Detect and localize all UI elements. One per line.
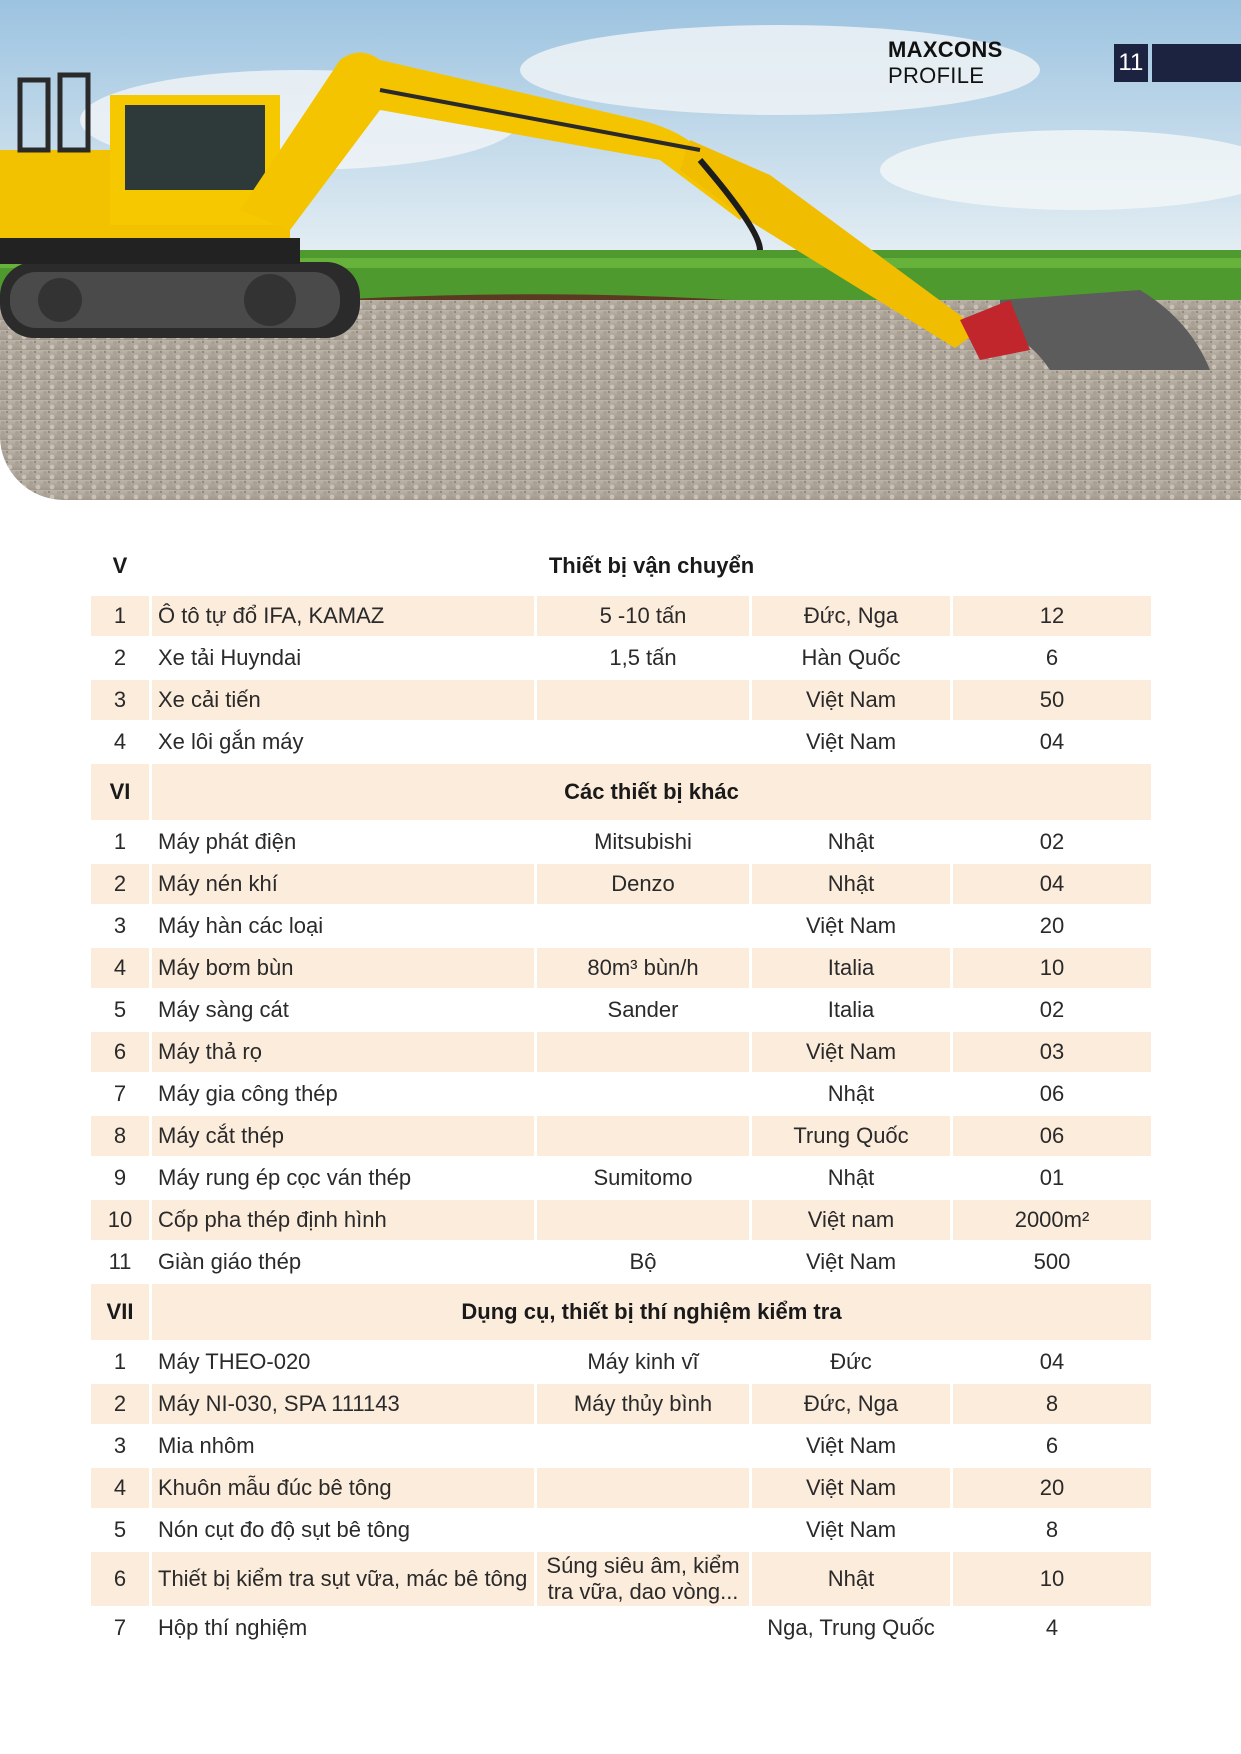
equipment-origin: Việt Nam bbox=[752, 1468, 950, 1508]
equipment-spec bbox=[537, 1510, 749, 1550]
header-accent-bar bbox=[1152, 44, 1241, 82]
section-header bbox=[91, 1284, 1151, 1340]
row-number: 4 bbox=[91, 948, 149, 988]
row-number: 1 bbox=[91, 596, 149, 636]
section-roman: V bbox=[112, 553, 128, 578]
equipment-name: Thiết bị kiểm tra sụt vữa, mác bê tông bbox=[152, 1552, 534, 1606]
equipment-origin: Việt Nam bbox=[805, 1517, 897, 1542]
equipment-origin: Việt Nam bbox=[805, 1433, 897, 1458]
equipment-origin: Việt Nam bbox=[752, 680, 950, 720]
table-row bbox=[91, 1342, 1151, 1382]
equipment-origin: Việt Nam bbox=[805, 1249, 897, 1274]
table-row bbox=[91, 948, 1151, 988]
table-row bbox=[91, 1468, 1151, 1508]
section-title: Thiết bị vận chuyển bbox=[548, 553, 755, 578]
row-number: 5 bbox=[113, 1517, 127, 1542]
equipment-spec bbox=[537, 1426, 749, 1466]
table-row bbox=[91, 638, 1151, 678]
equipment-spec: Máy kinh vĩ bbox=[587, 1349, 699, 1374]
equipment-quantity: 06 bbox=[1039, 1081, 1065, 1106]
equipment-spec bbox=[537, 1608, 749, 1648]
section-roman: VII bbox=[91, 1284, 149, 1340]
equipment-name: Xe cải tiến bbox=[152, 680, 534, 720]
equipment-quantity: 500 bbox=[1033, 1249, 1071, 1274]
equipment-spec bbox=[537, 1468, 749, 1508]
equipment-origin: Nhật bbox=[752, 1552, 950, 1606]
table-row bbox=[91, 596, 1151, 636]
table-row bbox=[91, 1426, 1151, 1466]
equipment-spec: Sander bbox=[607, 997, 679, 1022]
equipment-spec bbox=[537, 1074, 749, 1114]
table-row bbox=[91, 990, 1151, 1030]
equipment-name: Máy THEO-020 bbox=[158, 1349, 311, 1374]
equipment-name: Mia nhôm bbox=[158, 1433, 255, 1458]
table-row bbox=[91, 1200, 1151, 1240]
equipment-spec: Denzo bbox=[537, 864, 749, 904]
row-number: 3 bbox=[113, 1433, 127, 1458]
row-number: 6 bbox=[91, 1552, 149, 1606]
equipment-name: Nón cụt đo độ sụt bê tông bbox=[158, 1517, 410, 1542]
equipment-spec: Sumitomo bbox=[593, 1165, 693, 1190]
equipment-spec: Mitsubishi bbox=[594, 829, 692, 854]
equipment-quantity: 6 bbox=[1045, 645, 1059, 670]
row-number: 10 bbox=[91, 1200, 149, 1240]
equipment-spec bbox=[537, 722, 749, 762]
section-header bbox=[91, 764, 1151, 820]
row-number: 3 bbox=[91, 680, 149, 720]
equipment-origin: Italia bbox=[827, 997, 875, 1022]
row-number: 4 bbox=[113, 729, 127, 754]
row-number: 7 bbox=[113, 1081, 127, 1106]
table-row bbox=[91, 1158, 1151, 1198]
equipment-origin: Nhật bbox=[827, 829, 875, 854]
equipment-spec bbox=[537, 1200, 749, 1240]
table-row bbox=[91, 822, 1151, 862]
equipment-origin: Việt nam bbox=[752, 1200, 950, 1240]
row-number: 4 bbox=[91, 1468, 149, 1508]
table-row bbox=[91, 864, 1151, 904]
row-number: 7 bbox=[113, 1615, 127, 1640]
row-number: 3 bbox=[113, 913, 127, 938]
equipment-quantity: 01 bbox=[1039, 1165, 1065, 1190]
equipment-quantity: 6 bbox=[1045, 1433, 1059, 1458]
equipment-quantity: 03 bbox=[953, 1032, 1151, 1072]
brand-title: MAXCONS PROFILE bbox=[888, 37, 1003, 88]
table-row bbox=[91, 1608, 1151, 1648]
equipment-spec: 5 -10 tấn bbox=[537, 596, 749, 636]
equipment-quantity: 02 bbox=[1039, 829, 1065, 854]
equipment-name: Hộp thí nghiệm bbox=[158, 1615, 308, 1640]
equipment-name: Máy sàng cát bbox=[158, 997, 289, 1022]
equipment-name: Khuôn mẫu đúc bê tông bbox=[152, 1468, 534, 1508]
equipment-quantity: 10 bbox=[953, 948, 1151, 988]
row-number: 2 bbox=[91, 1384, 149, 1424]
equipment-origin: Việt Nam bbox=[805, 729, 897, 754]
equipment-name: Cốp pha thép định hình bbox=[152, 1200, 534, 1240]
equipment-origin: Italia bbox=[752, 948, 950, 988]
equipment-quantity: 10 bbox=[953, 1552, 1151, 1606]
equipment-spec bbox=[537, 1032, 749, 1072]
equipment-origin: Nhật bbox=[827, 1081, 875, 1106]
page-number: 11 bbox=[1114, 44, 1149, 82]
row-number: 6 bbox=[91, 1032, 149, 1072]
row-number: 9 bbox=[113, 1165, 127, 1190]
equipment-quantity: 04 bbox=[1039, 1349, 1065, 1374]
table-row bbox=[91, 1552, 1151, 1606]
equipment-quantity: 12 bbox=[953, 596, 1151, 636]
equipment-spec bbox=[537, 680, 749, 720]
equipment-name: Giàn giáo thép bbox=[158, 1249, 302, 1274]
equipment-quantity: 8 bbox=[1045, 1517, 1059, 1542]
section-roman: VI bbox=[91, 764, 149, 820]
equipment-name: Xe tải Huyndai bbox=[158, 645, 302, 670]
row-number: 1 bbox=[113, 829, 127, 854]
equipment-quantity: 20 bbox=[1039, 913, 1065, 938]
row-number: 8 bbox=[91, 1116, 149, 1156]
section-title: Các thiết bị khác bbox=[152, 764, 1151, 820]
equipment-name: Máy gia công thép bbox=[158, 1081, 338, 1106]
equipment-quantity: 8 bbox=[953, 1384, 1151, 1424]
equipment-origin: Việt Nam bbox=[805, 913, 897, 938]
equipment-quantity: 04 bbox=[1039, 729, 1065, 754]
equipment-origin: Nhật bbox=[827, 1165, 875, 1190]
equipment-origin: Đức, Nga bbox=[752, 1384, 950, 1424]
equipment-spec: 1,5 tấn bbox=[609, 645, 677, 670]
row-number: 1 bbox=[113, 1349, 127, 1374]
equipment-quantity: 06 bbox=[953, 1116, 1151, 1156]
row-number: 11 bbox=[108, 1249, 132, 1274]
row-number: 2 bbox=[91, 864, 149, 904]
page-header bbox=[888, 37, 1241, 88]
equipment-name: Máy thả rọ bbox=[152, 1032, 534, 1072]
equipment-name: Máy NI-030, SPA 111143 bbox=[152, 1384, 534, 1424]
equipment-spec bbox=[537, 1116, 749, 1156]
table-row bbox=[91, 1510, 1151, 1550]
equipment-origin: Nga, Trung Quốc bbox=[767, 1615, 935, 1640]
equipment-spec: 80m³ bùn/h bbox=[537, 948, 749, 988]
equipment-spec: Máy thủy bình bbox=[537, 1384, 749, 1424]
equipment-name: Xe lôi gắn máy bbox=[158, 729, 304, 754]
table-row bbox=[91, 1032, 1151, 1072]
equipment-quantity: 2000m² bbox=[953, 1200, 1151, 1240]
equipment-name: Máy rung ép cọc ván thép bbox=[158, 1165, 412, 1190]
equipment-origin: Đức, Nga bbox=[752, 596, 950, 636]
table-row bbox=[91, 680, 1151, 720]
table-row bbox=[91, 722, 1151, 762]
equipment-origin: Việt Nam bbox=[752, 1032, 950, 1072]
equipment-quantity: 50 bbox=[953, 680, 1151, 720]
section-header bbox=[91, 538, 1151, 594]
equipment-name: Máy phát điện bbox=[158, 829, 297, 854]
equipment-origin: Đức bbox=[830, 1349, 872, 1374]
row-number: 5 bbox=[113, 997, 127, 1022]
table-row bbox=[91, 1116, 1151, 1156]
equipment-origin: Trung Quốc bbox=[752, 1116, 950, 1156]
equipment-origin: Nhật bbox=[752, 864, 950, 904]
equipment-spec: Bộ bbox=[629, 1249, 657, 1274]
equipment-quantity: 4 bbox=[1045, 1615, 1059, 1640]
equipment-quantity: 20 bbox=[953, 1468, 1151, 1508]
equipment-table bbox=[88, 536, 1154, 1650]
equipment-name: Máy cắt thép bbox=[152, 1116, 534, 1156]
equipment-spec: Súng siêu âm, kiểm tra vữa, dao vòng... bbox=[537, 1552, 749, 1606]
equipment-name: Ô tô tự đổ IFA, KAMAZ bbox=[152, 596, 534, 636]
equipment-name: Máy bơm bùn bbox=[152, 948, 534, 988]
equipment-spec bbox=[537, 906, 749, 946]
section-title: Dụng cụ, thiết bị thí nghiệm kiểm tra bbox=[152, 1284, 1151, 1340]
equipment-quantity: 04 bbox=[953, 864, 1151, 904]
equipment-quantity: 02 bbox=[1039, 997, 1065, 1022]
equipment-origin: Hàn Quốc bbox=[801, 645, 901, 670]
table-row bbox=[91, 1242, 1151, 1282]
table-row bbox=[91, 1074, 1151, 1114]
equipment-name: Máy nén khí bbox=[152, 864, 534, 904]
equipment-name: Máy hàn các loại bbox=[158, 913, 324, 938]
table-row bbox=[91, 906, 1151, 946]
row-number: 2 bbox=[113, 645, 127, 670]
table-row bbox=[91, 1384, 1151, 1424]
